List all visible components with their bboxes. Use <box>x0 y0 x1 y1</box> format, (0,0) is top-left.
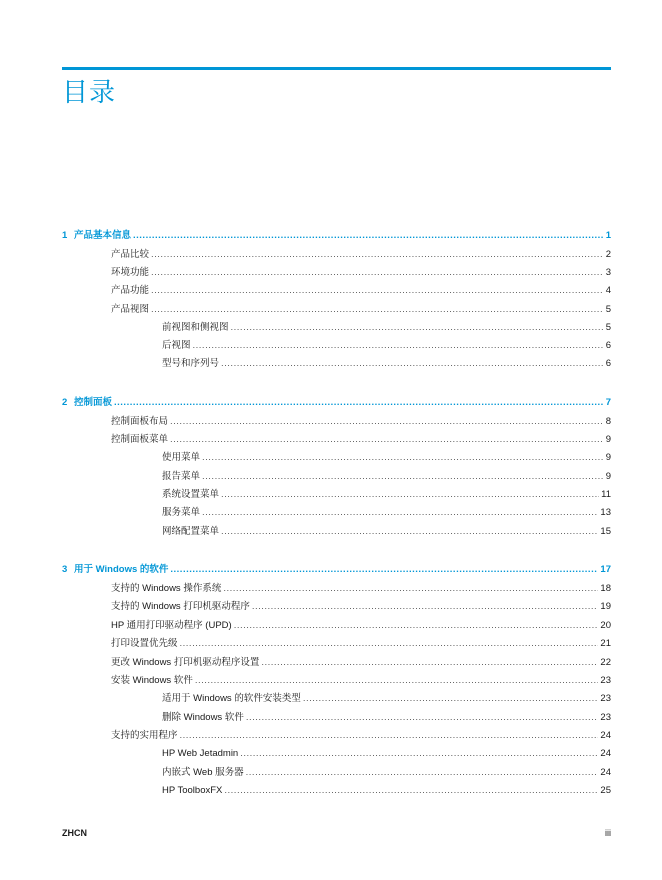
page-number: 24 <box>600 748 611 759</box>
entry-title: 内嵌式 Web 服务器 <box>162 767 244 778</box>
toc-chapter-1[interactable] <box>62 227 611 245</box>
entry-title: 支持的 Windows 打印机驱动程序 <box>111 601 250 612</box>
page-number: 9 <box>605 452 611 463</box>
entry-title: HP 通用打印驱动程序 (UPD) <box>111 620 232 631</box>
page-number: 2 <box>605 249 611 260</box>
page-number: 5 <box>605 322 611 333</box>
page-number: 24 <box>600 767 611 778</box>
entry-title: 支持的 Windows 操作系统 <box>111 583 222 594</box>
toc-subentry[interactable] <box>162 468 611 486</box>
page-number: 15 <box>600 526 611 537</box>
toc-subentry[interactable] <box>162 709 611 727</box>
entry-title: 安装 Windows 软件 <box>111 675 193 686</box>
dot-leader <box>234 617 599 635</box>
entry-title: 型号和序列号 <box>162 358 220 369</box>
entry-title: 服务菜单 <box>162 507 201 518</box>
footer-locale: ZHCN <box>62 828 87 838</box>
toc-entry[interactable] <box>111 727 611 745</box>
toc-subentry[interactable] <box>162 504 611 522</box>
entry-title: 支持的实用程序 <box>111 730 178 741</box>
dot-leader <box>180 635 599 653</box>
entry-title: 删除 Windows 软件 <box>162 712 244 723</box>
toc-subentry[interactable] <box>162 782 611 800</box>
dot-leader <box>170 561 598 579</box>
chapter-title <box>62 394 112 412</box>
toc-subentry[interactable] <box>162 355 611 373</box>
page-number: 25 <box>600 785 611 796</box>
page-number: 24 <box>600 730 611 741</box>
entry-title: HP ToolboxFX <box>162 785 223 796</box>
chapter-title <box>62 227 131 245</box>
chapter-label: 产品基本信息 <box>74 230 132 241</box>
dot-leader <box>193 337 604 355</box>
entry-title: 打印设置优先级 <box>111 638 178 649</box>
chapter-number: 2 <box>62 397 68 408</box>
dot-leader <box>224 782 598 800</box>
page-number: 9 <box>605 434 611 445</box>
entry-title: 适用于 Windows 的软件安装类型 <box>162 693 301 704</box>
entry-title: 环境功能 <box>111 267 150 278</box>
dot-leader <box>202 449 604 467</box>
toc-entry[interactable] <box>111 580 611 598</box>
chapter-label: 用于 Windows 的软件 <box>74 564 169 575</box>
entry-title: 系统设置菜单 <box>162 489 220 500</box>
dot-leader <box>195 672 599 690</box>
toc-entry[interactable] <box>111 282 611 300</box>
page-number: 6 <box>605 358 611 369</box>
dot-leader <box>114 394 604 412</box>
toc-subentry[interactable] <box>162 319 611 337</box>
toc-subentry[interactable] <box>162 337 611 355</box>
entry-title: 前视图和侧视图 <box>162 322 229 333</box>
chapter-number: 3 <box>62 564 68 575</box>
dot-leader <box>252 598 599 616</box>
dot-leader <box>261 654 598 672</box>
dot-leader <box>151 301 604 319</box>
dot-leader <box>170 413 604 431</box>
page-number: 8 <box>605 416 611 427</box>
page-number: 13 <box>600 507 611 518</box>
toc-subentry[interactable] <box>162 690 611 708</box>
entry-title: 产品比较 <box>111 249 150 260</box>
entry-title: 控制面板布局 <box>111 416 169 427</box>
chapter-title <box>62 561 168 579</box>
entry-title: 产品功能 <box>111 285 150 296</box>
toc-entry[interactable] <box>111 413 611 431</box>
dot-leader <box>151 282 604 300</box>
entry-title: 更改 Windows 打印机驱动程序设置 <box>111 657 260 668</box>
dot-leader <box>223 580 598 598</box>
page-number: 7 <box>605 397 611 408</box>
page-number: 1 <box>605 230 611 241</box>
dot-leader <box>240 745 598 763</box>
dot-leader <box>170 431 604 449</box>
page-number: 5 <box>605 304 611 315</box>
dot-leader <box>231 319 604 337</box>
chapter-number: 1 <box>62 230 68 241</box>
page-number: 18 <box>600 583 611 594</box>
page-number: 9 <box>605 471 611 482</box>
toc-entry[interactable] <box>111 431 611 449</box>
page-number: 22 <box>600 657 611 668</box>
toc-subentry[interactable] <box>162 745 611 763</box>
toc-subentry[interactable] <box>162 523 611 541</box>
toc-chapter-3[interactable] <box>62 561 611 579</box>
page-number: 19 <box>600 601 611 612</box>
toc-entry[interactable] <box>111 635 611 653</box>
dot-leader <box>180 727 599 745</box>
dot-leader <box>221 523 598 541</box>
entry-title: 产品视图 <box>111 304 150 315</box>
entry-title: 后视图 <box>162 340 191 351</box>
page-number: 11 <box>601 489 611 500</box>
page-number: 20 <box>600 620 611 631</box>
toc-entry[interactable] <box>111 654 611 672</box>
entry-title: 报告菜单 <box>162 471 201 482</box>
page-number: 17 <box>600 564 611 575</box>
page-number: 4 <box>605 285 611 296</box>
dot-leader <box>151 264 604 282</box>
dot-leader <box>133 227 604 245</box>
title-rule <box>62 67 611 70</box>
page-number: 3 <box>605 267 611 278</box>
toc-entry[interactable] <box>111 301 611 319</box>
dot-leader <box>202 504 598 522</box>
page-title: 目录 <box>62 77 117 107</box>
dot-leader <box>202 468 604 486</box>
toc-subentry[interactable] <box>162 486 611 504</box>
entry-title: HP Web Jetadmin <box>162 748 239 759</box>
page-number: 23 <box>600 675 611 686</box>
toc-entry[interactable] <box>111 598 611 616</box>
dot-leader <box>246 709 599 727</box>
dot-leader <box>221 355 604 373</box>
page-number: 23 <box>600 693 611 704</box>
page-number: 23 <box>600 712 611 723</box>
toc-entry[interactable] <box>111 246 611 264</box>
page-number: 6 <box>605 340 611 351</box>
entry-title: 使用菜单 <box>162 452 201 463</box>
page-number: 21 <box>600 638 611 649</box>
toc-subentry[interactable] <box>162 764 611 782</box>
toc-chapter-2[interactable] <box>62 394 611 412</box>
dot-leader <box>303 690 599 708</box>
entry-title: 控制面板菜单 <box>111 434 169 445</box>
footer-page-number: iii <box>605 828 611 838</box>
toc-subentry[interactable] <box>162 449 611 467</box>
dot-leader <box>221 486 599 504</box>
toc-entry[interactable] <box>111 617 611 635</box>
toc-entry[interactable] <box>111 672 611 690</box>
toc-entry[interactable] <box>111 264 611 282</box>
entry-title: 网络配置菜单 <box>162 526 220 537</box>
chapter-label: 控制面板 <box>74 397 113 408</box>
dot-leader <box>151 246 604 264</box>
dot-leader <box>246 764 599 782</box>
